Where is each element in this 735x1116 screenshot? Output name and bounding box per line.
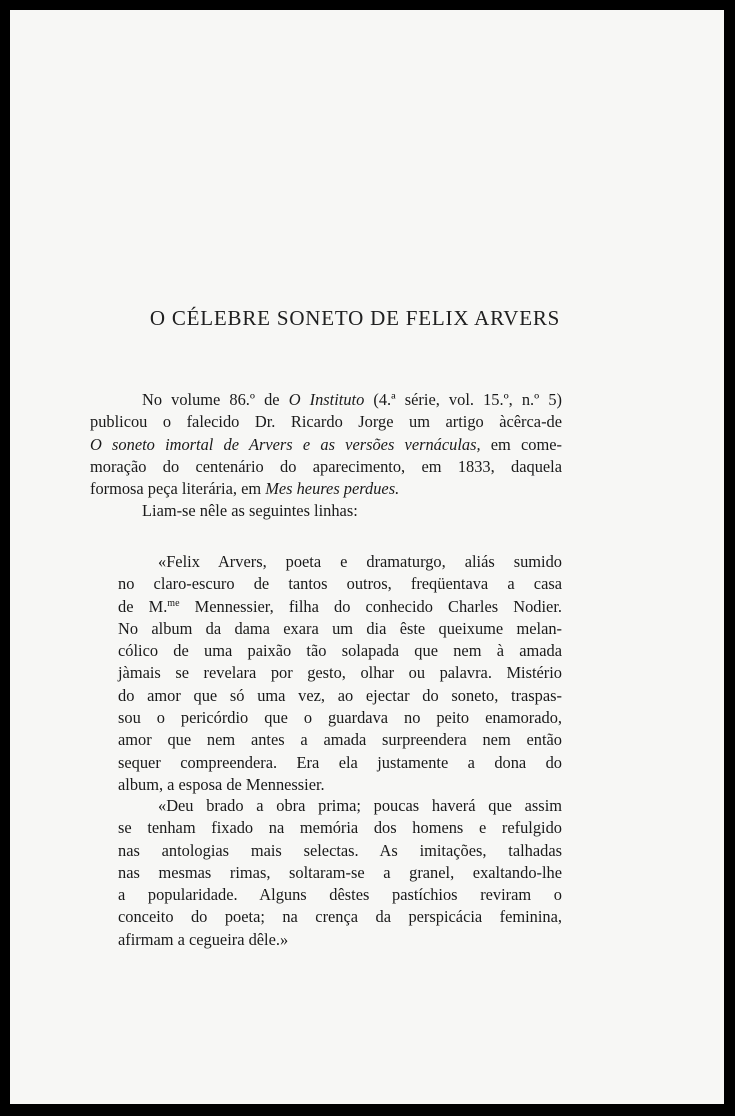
text-line: conceito do poeta; na crença da perspicácia feminina, [118, 907, 562, 927]
quote-paragraph-2 [118, 795, 562, 951]
text-line: do amor que só uma vez, ao ejectar do soneto, traspas- [118, 685, 562, 705]
text-line: No album da dama exara um dia êste queixume melan- [118, 618, 562, 638]
text-line: amor que nem antes a amada surpreendera nem então [118, 730, 562, 750]
text-line: cólico de uma paixão tão solapada que nem à amada [118, 641, 562, 661]
text-line: a popularidade. Alguns dêstes pastíchios reviram o [118, 885, 562, 905]
text-line: «Deu brado a obra prima; poucas haverá que assim [158, 796, 562, 815]
text-line: publicou o falecido Dr. Ricardo Jorge um artigo àcêrca-de [90, 412, 562, 432]
page-title: O CÉLEBRE SONETO DE FELIX ARVERS [149, 306, 561, 330]
text-line: formosa peça literária, em Mes heures perdues. [90, 479, 400, 499]
text-line: nas antologias mais selectas. As imitações, talhadas [118, 840, 562, 860]
text-line: «Felix Arvers, poeta e dramaturgo, aliás sumido [158, 552, 562, 571]
text-line: No volume 86.º de O Instituto (4.ª série, vol. 15.º, n.º 5) [142, 390, 562, 409]
text-line: album, a esposa de Mennessier. [118, 774, 325, 794]
text-line: sequer compreendera. Era ela justamente a dona do [118, 752, 562, 772]
text-line: de M.$^{me}$ Mennessier, filha do conhecido Charles Nodier. [118, 596, 562, 616]
quote-paragraph-1 [118, 551, 562, 796]
text-line: O soneto imortal de Arvers e as versões vernáculas, em come- [90, 434, 562, 454]
intro-paragraph [90, 389, 562, 523]
text-line: no claro-escuro de tantos outros, freqüentava a casa [118, 574, 562, 594]
text-line: jàmais se revelara por gesto, olhar ou palavra. Mistério [118, 663, 562, 683]
text-line: nas mesmas rimas, soltaram-se a granel, exaltando-lhe [118, 862, 562, 882]
text-line: Liam-se nêle as seguintes linhas: [142, 501, 358, 521]
document-page [10, 10, 724, 1104]
text-line: se tenham fixado na memória dos homens e refulgido [118, 818, 562, 838]
text-line: sou o pericórdio que o guardava no peito enamorado, [118, 708, 562, 728]
text-line: afirmam a cegueira dêle.» [118, 929, 289, 949]
text-line: moração do centenário do aparecimento, em 1833, daquela [90, 456, 562, 476]
